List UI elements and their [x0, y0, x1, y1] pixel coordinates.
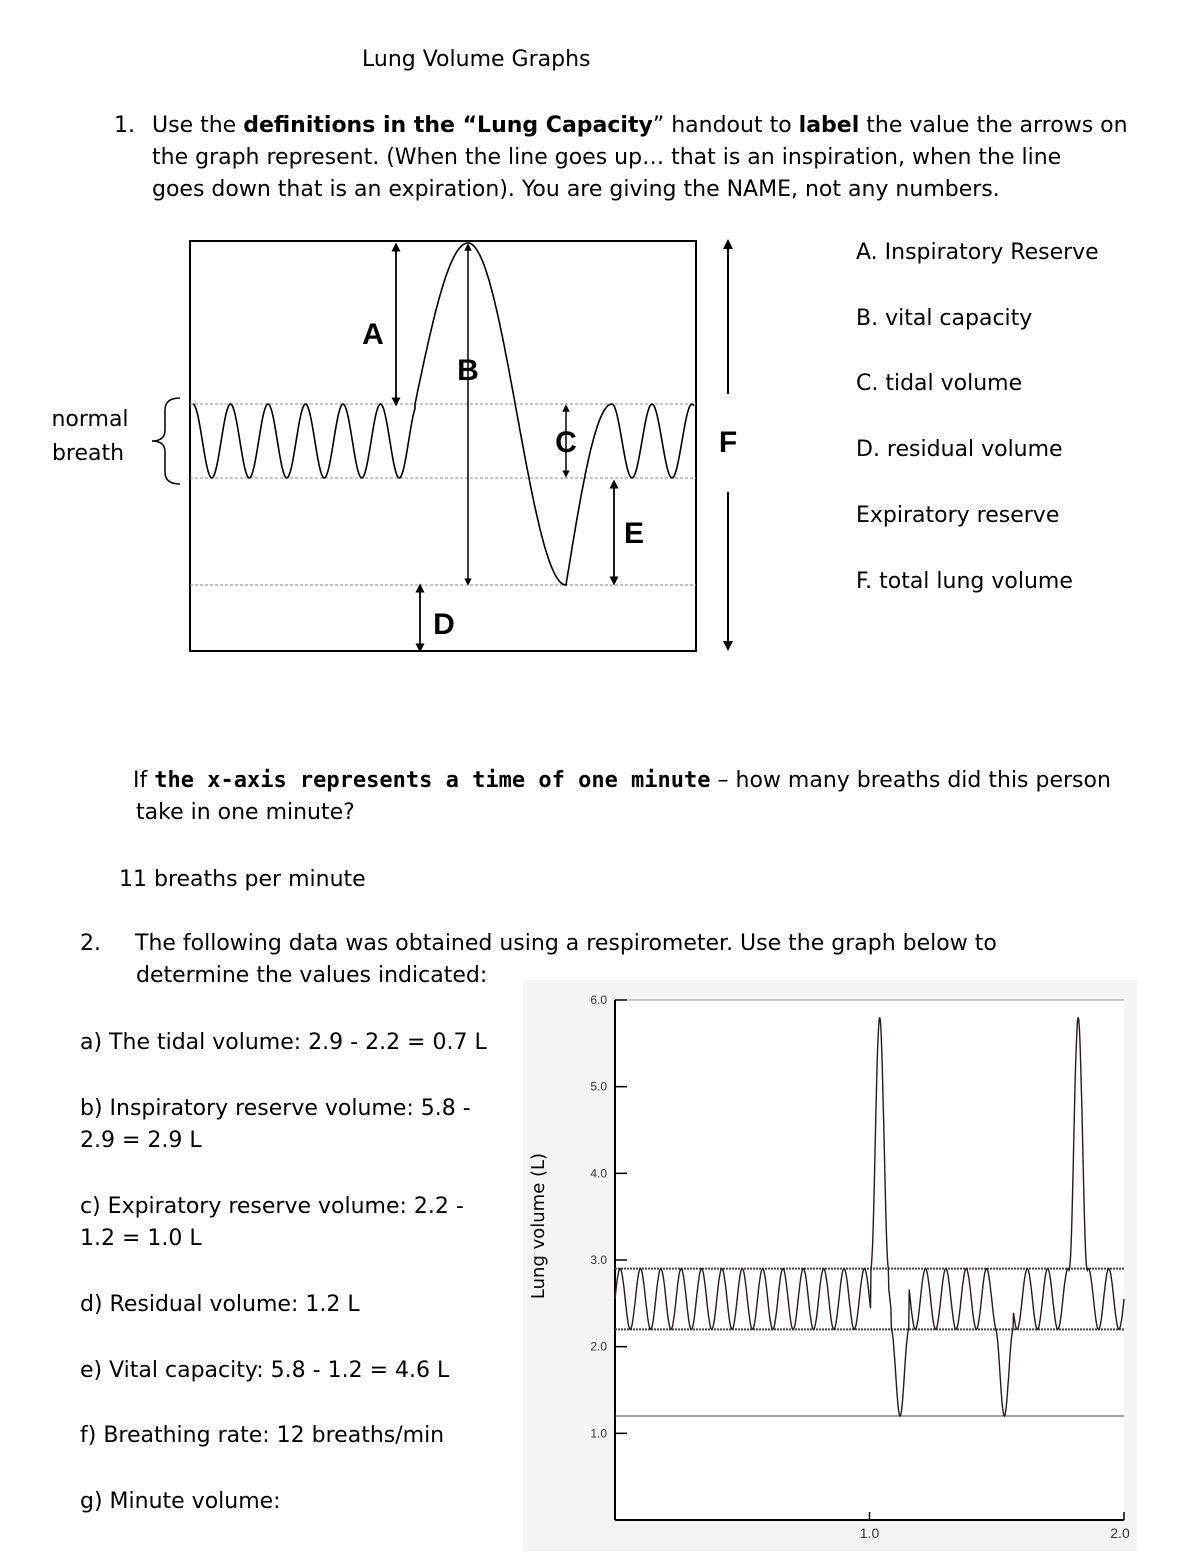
legend-item-c: C. tidal volume	[856, 371, 1023, 396]
answer-c-line-1: c) Expiratory reserve volume: 2.2 -	[80, 1194, 464, 1219]
answer-f: f) Breathing rate: 12 breaths/min	[80, 1423, 445, 1448]
answer-c-line-2: 1.2 = 1.0 L	[80, 1226, 202, 1251]
question-1-number: 1.	[114, 113, 135, 138]
x-tick-label: 2.0	[1110, 1525, 1130, 1541]
breaths-answer: 11 breaths per minute	[119, 867, 366, 892]
question-1-line-1	[114, 110, 1128, 142]
y-tick-label: 4.0	[590, 1166, 607, 1181]
label-c: C	[555, 426, 577, 459]
q1-text-3: the value the arrows on	[859, 113, 1128, 138]
y-axis-label: Lung volume (L)	[528, 1152, 549, 1300]
legend-item-e: Expiratory reserve	[856, 503, 1060, 528]
answer-b-line-1: b) Inspiratory reserve volume: 5.8 -	[80, 1096, 471, 1121]
respirometer-chart	[520, 978, 1140, 1553]
answer-g: g) Minute volume:	[80, 1489, 281, 1514]
q1-text-1: Use the	[152, 113, 244, 138]
breaths-question-rest: – how many breaths did this person	[710, 768, 1111, 793]
question-1	[114, 110, 1128, 206]
y-tick-label: 5.0	[590, 1079, 607, 1094]
normal-breath-label-1: normal	[51, 407, 129, 432]
breathing-waveform	[193, 243, 694, 585]
y-tick-label: 2.0	[590, 1339, 607, 1354]
normal-breath-label-2: breath	[51, 441, 125, 466]
breaths-question-if: If	[133, 768, 155, 793]
label-f: F	[718, 426, 738, 459]
legend-item-d: D. residual volume	[856, 437, 1063, 462]
label-a: A	[362, 318, 384, 351]
y-tick-label: 1.0	[590, 1426, 607, 1441]
question-2-number: 2.	[80, 931, 101, 956]
diagram-frame	[190, 241, 696, 651]
question-1-line-3: goes down that is an expiration). You are giving the NAME, not any numbers.	[152, 177, 1000, 202]
q1-text-2: ” handout to	[652, 113, 799, 138]
question-1-line-2: the graph represent. (When the line goes up… that is an inspiration, when the line	[152, 145, 1062, 170]
label-d: D	[433, 608, 455, 641]
answer-d: d) Residual volume: 1.2 L	[80, 1292, 360, 1317]
breaths-question-line-1	[133, 765, 1111, 797]
answer-a: a) The tidal volume: 2.9 - 2.2 = 0.7 L	[80, 1030, 487, 1055]
page-title: Lung Volume Graphs	[362, 47, 591, 72]
question-2-line-1: The following data was obtained using a respirometer. Use the graph below to	[135, 931, 997, 956]
q1-bold-2: label	[798, 113, 860, 138]
answer-b-line-2: 2.9 = 2.9 L	[80, 1128, 202, 1153]
answer-e: e) Vital capacity: 5.8 - 1.2 = 4.6 L	[80, 1358, 450, 1383]
legend-item-b: B. vital capacity	[856, 306, 1033, 331]
question-2-line-2: determine the values indicated:	[136, 963, 488, 988]
y-tick-label: 3.0	[590, 1253, 607, 1267]
normal-breath-brace	[152, 398, 180, 484]
x-tick-label: 1.0	[859, 1525, 880, 1541]
legend-item-a: A. Inspiratory Reserve	[856, 240, 1099, 265]
plot-area	[615, 1000, 1124, 1520]
breaths-question-bold: the x-axis represents a time of one minute	[154, 768, 711, 793]
label-b: B	[457, 354, 479, 387]
breaths-question-line-2: take in one minute?	[136, 800, 355, 825]
y-tick-label: 6.0	[590, 993, 607, 1007]
label-e: E	[623, 517, 645, 550]
legend-item-f: F. total lung volume	[856, 569, 1073, 594]
q1-bold-1: definitions in the “Lung Capacity	[243, 113, 653, 138]
lung-volume-diagram	[0, 230, 820, 670]
